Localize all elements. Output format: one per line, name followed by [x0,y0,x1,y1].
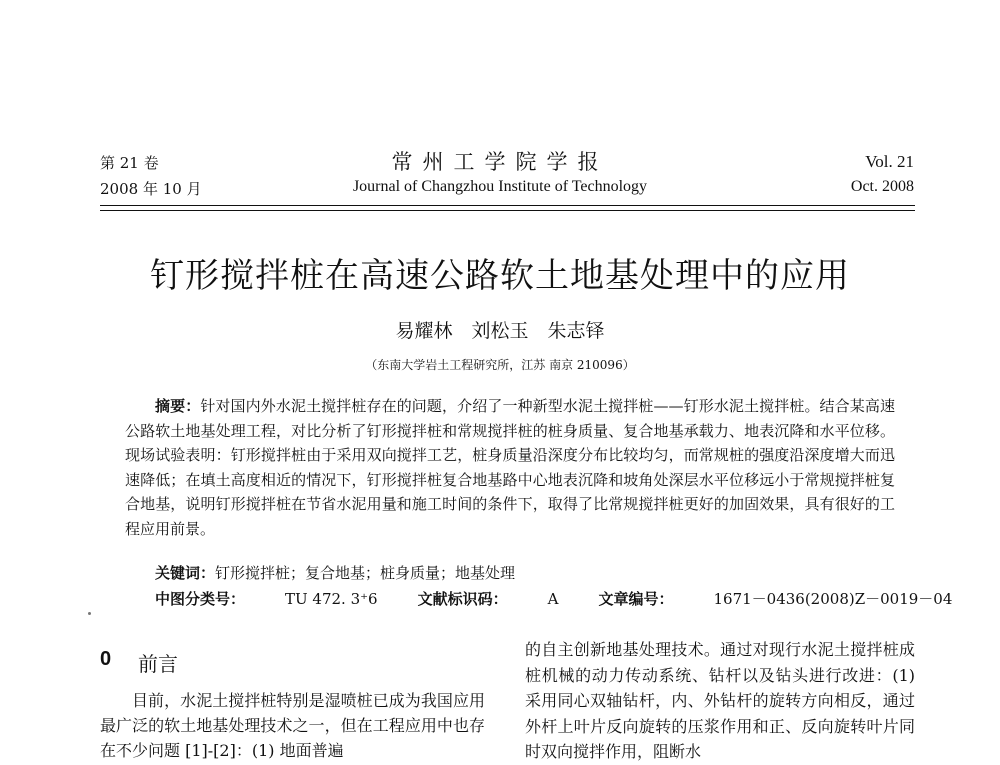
article-title: 钉形搅拌桩在高速公路软土地基处理中的应用 [150,256,850,296]
doc-code: A [547,590,559,608]
journal-title-en: Journal of Changzhou Institute of Technology [352,178,648,195]
body-left-column: 目前，水泥土搅拌桩特别是湿喷桩已成为我国应用最广泛的软土地基处理技术之一，但在工程应用中也存在不少问题 [1]-[2]：(1) 地面普遍 [100,691,485,760]
abstract-text: 针对国内外水泥土搅拌桩存在的问题，介绍了一种新型水泥土搅拌桩——钉形水泥土搅拌桩。结合某高速公路软土地基处理工程，对比分析了钉形搅拌桩和常规搅拌桩的桩身质量、复合地基承载力、地表沉降和水平位移。现场试验表明：钉形搅拌桩由于采用双向搅拌工艺，桩身质量沿深度分布比较均匀，而常规桩的强度沿深度增大而迅速降低；在填土高度相近的情况下，钉形搅拌桩复合地基路中心地表沉降和坡角处深层水平位移远小于常规搅拌桩复合地基，说明钉形搅拌桩在节省水泥用量和施工时间的条件下，取得了比常规搅拌桩更好的加固效果，具有很好的工程应用前景。 [125,397,895,538]
section-number: 0 [100,648,112,670]
section-title: 前言 [138,654,178,676]
volume-en: Vol. 21 [865,152,914,171]
date-en: Oct. 2008 [850,178,914,195]
body-right-column: 的自主创新地基处理技术。通过对现行水泥土搅拌桩成桩机械的动力传动系统、钻杆以及钻头进行改进：(1) 采用同心双轴钻杆，内、外钻杆的旋转方向相反，通过外杆上叶片反向旋转的压浆作用和正、反向旋转叶片同时双向搅拌作用，阻断水 [525,640,915,761]
abstract-label: 摘要： [155,397,201,415]
abstract [125,394,895,541]
doc-code-label: 文献标识码： [417,590,508,608]
classification-line [155,588,952,609]
scan-speck [88,612,91,615]
volume-cn: 第 21 卷 [100,154,159,172]
clc-number: TU 472. 3⁺6 [285,590,378,608]
authors: 易耀林 刘松玉 朱志铎 [395,320,605,342]
date-cn: 2008 年 10 月 [100,180,202,198]
affiliation: （东南大学岩土工程研究所，江苏 南京 210096） [365,358,635,372]
journal-title-cn: 常州工学院学报 [391,150,609,174]
article-no: 1671－0436(2008)Z－0019－04 [713,590,953,608]
clc-label: 中图分类号： [155,590,246,608]
header-rule-bottom [100,210,915,211]
keywords: 钉形搅拌桩；复合地基；桩身质量；地基处理 [215,564,516,582]
keywords-label: 关键词： [155,564,216,582]
article-no-label: 文章编号： [598,590,674,608]
keywords-line [155,562,515,583]
header-rule-top [100,205,915,206]
